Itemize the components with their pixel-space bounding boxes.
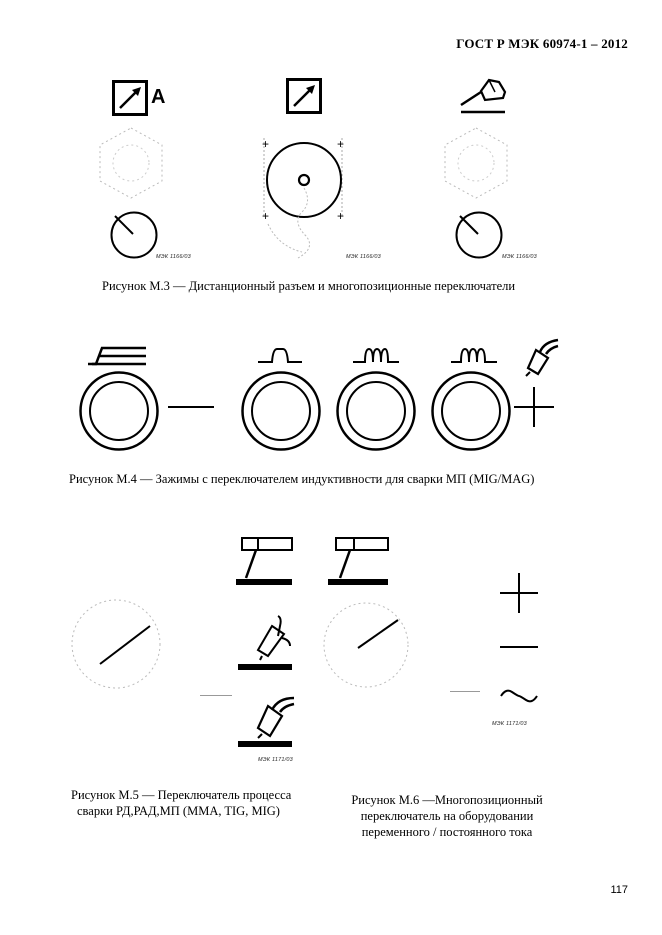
mma-electrode-holder-icon [328,536,390,588]
caption-line: Рисунок М.5 — Переключатель процесса [71,788,292,802]
caption-line: Рисунок М.6 —Многопозиционный [351,793,543,807]
remote-socket-center [254,134,354,264]
mig-torch-icon [510,338,562,378]
selector-dial-right[interactable] [454,210,504,260]
caption-line: переменного / постоянного тока [361,825,533,839]
document-header: ГОСТ Р МЭК 60974-1 – 2012 [456,36,628,51]
tig-torch-icon [238,612,292,672]
terminal-low-inductance[interactable] [240,370,322,452]
figure-ref: МЭК 1166/03 [502,254,537,260]
faint-socket-right [441,126,511,200]
page-number: 117 [610,884,628,896]
figure-m5-caption [71,787,321,819]
mma-electrode-holder-icon [236,536,294,588]
plus-symbol [500,573,538,613]
faint-line [450,690,480,693]
figure-m6-caption [334,792,560,840]
figure-m3-letter-a: A [151,86,166,108]
remote-control-icon [286,78,322,114]
figure-m4-caption: Рисунок М.4 — Зажимы с переключателем индуктивности для сварки МП (MIG/MAG) [69,472,535,486]
terminal-high-inductance[interactable] [430,370,512,452]
selector-dial-left[interactable] [109,210,159,260]
figure-ref: МЭК 1166/03 [156,254,191,260]
figure-m3-caption: Рисунок М.3 — Дистанционный разъем и многопозиционные переключатели [102,279,516,293]
low-inductance-icon [256,346,304,364]
plus-marker: + [337,137,345,151]
high-inductance-icon [449,346,499,364]
ac-dc-selector-dial[interactable] [320,596,412,694]
terminal-medium-inductance[interactable] [335,370,417,452]
plus-marker: + [262,137,270,151]
caption-line: переключатель на оборудовании [360,809,534,823]
plus-marker: + [337,209,345,223]
faint-socket-left [96,126,166,200]
ac-sine-icon [500,688,538,704]
foot-pedal-icon [459,78,507,114]
terminal-negative[interactable] [78,370,160,452]
figure-ref: МЭК 1171/03 [258,757,293,763]
process-selector-dial[interactable] [70,592,162,696]
inductance-setting-icon [86,344,148,366]
plus-symbol [514,387,554,427]
plus-marker: + [262,209,270,223]
minus-symbol [500,645,538,649]
medium-inductance-icon [351,346,401,364]
mig-torch-icon [238,696,294,750]
caption-line: сварки РД,РАД,МП (MMA, TIG, MIG) [77,804,280,818]
figure-ref: МЭК 1166/03 [346,254,381,260]
minus-symbol [168,405,214,409]
remote-control-icon [112,80,148,116]
faint-line [200,694,232,697]
figure-ref: МЭК 1171/03 [492,721,527,727]
